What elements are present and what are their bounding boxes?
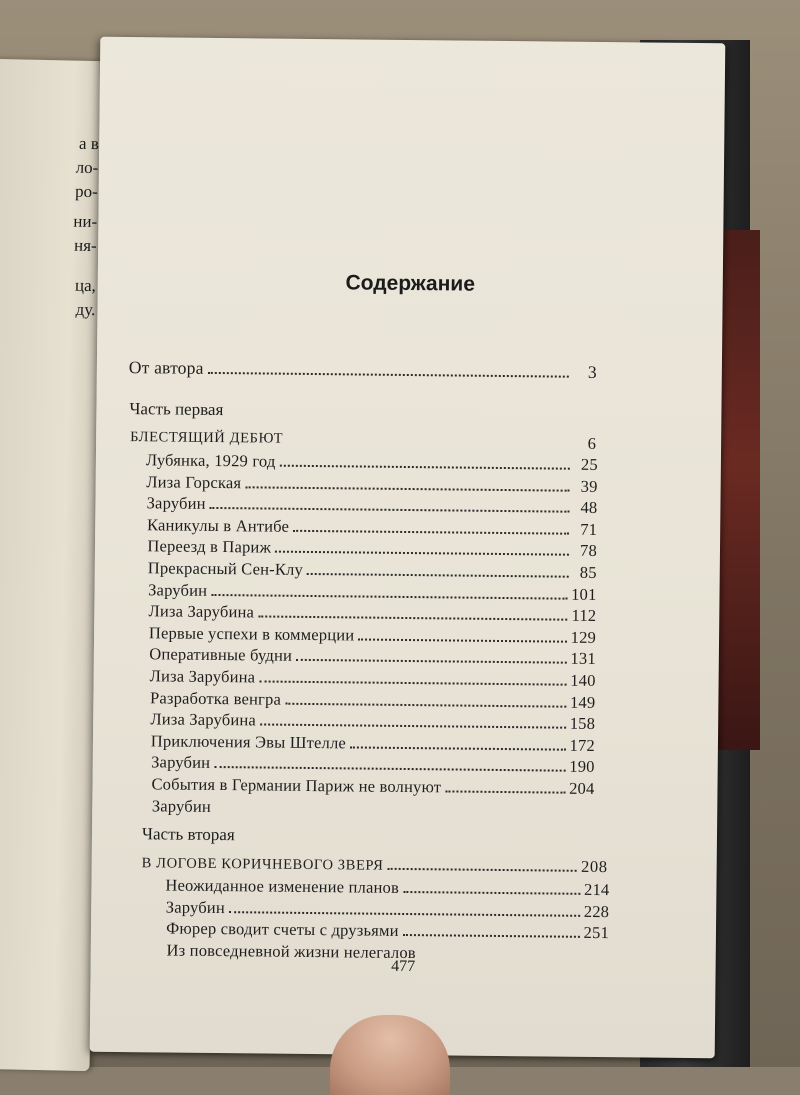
toc-entry-label: Оперативные будни (149, 644, 293, 666)
section-title-entry (142, 852, 608, 877)
toc-entry-page: 6 (587, 433, 597, 453)
toc-entry (166, 897, 610, 922)
toc-entry-label: Переезд в Париж (147, 536, 272, 557)
left-page-text: ло- (75, 157, 99, 178)
toc-entry (146, 472, 598, 497)
toc-entry-label: Фюрер сводит счеты с друзьями (166, 918, 399, 940)
toc-entry-label: Приключения Эвы Штелле (150, 731, 347, 753)
section-title: БЛЕСТЯЩИЙ ДЕБЮТ (130, 429, 284, 447)
leader-dots (296, 659, 566, 664)
leader-dots (259, 680, 566, 685)
toc-entry-label: Разработка венгра (149, 687, 282, 709)
toc-entry-page: 48 (580, 497, 598, 518)
toc-entry-label: Лиза Зарубина (150, 709, 257, 730)
part-heading: Часть вторая (141, 824, 235, 845)
toc-entry (148, 580, 597, 605)
leader-dots (358, 638, 566, 642)
left-page-text: ду. (75, 299, 96, 320)
toc-entry-label: Из повседневной жизни нелегалов (166, 939, 416, 962)
toc-entry-author (129, 357, 597, 383)
toc-entry-page: 129 (570, 627, 597, 647)
toc-entry (165, 875, 609, 900)
toc-entry-label: Зарубин (148, 579, 208, 600)
toc-entry-label: Лиза Горская (146, 471, 242, 492)
toc-entry-page: 39 (580, 476, 598, 496)
leader-dots (275, 551, 569, 556)
toc-entry (147, 537, 597, 562)
toc-entry-label: Лиза Зарубина (148, 601, 255, 622)
toc-entry-label: Неожиданное изменение планов (165, 875, 400, 897)
leader-dots (279, 465, 569, 470)
page-number: 477 (391, 957, 416, 976)
toc-entry-page: 71 (580, 519, 598, 539)
toc-entry-label: Зарубин (165, 896, 226, 917)
contents-page (90, 37, 726, 1058)
toc-entry-label: Первые успехи в коммерции (148, 623, 355, 645)
leader-dots (285, 702, 566, 707)
toc-entry (150, 688, 596, 713)
toc-entry (147, 493, 598, 518)
toc-entry (146, 450, 598, 475)
toc-entry-label: События в Германии Париж не волнуют (151, 774, 442, 797)
toc-entry-page: 251 (583, 922, 610, 943)
toc-entry-page: 208 (581, 856, 608, 877)
leader-dots (307, 573, 569, 578)
toc-entry-label: Зарубин (151, 795, 212, 816)
toc-entry-page: 228 (583, 901, 610, 921)
toc-entry-label: Лубянка, 1929 год (145, 450, 276, 471)
left-page-text: ца, (74, 275, 97, 296)
leader-dots (403, 934, 580, 938)
leader-dots (208, 372, 569, 378)
section-page-entry (496, 433, 596, 454)
toc-entry-page: 112 (571, 605, 597, 626)
leader-dots (403, 891, 580, 895)
leader-dots (211, 594, 567, 600)
leader-dots (350, 746, 566, 750)
toc-entry-page: 158 (569, 713, 596, 734)
leader-dots (214, 766, 565, 772)
toc-entry-page: 85 (579, 562, 597, 582)
toc-entry (150, 710, 595, 735)
part-heading: Часть первая (129, 399, 224, 420)
toc-entry-page: 204 (569, 778, 595, 798)
toc-entry (149, 623, 596, 648)
toc-entry-page: 25 (580, 454, 598, 474)
leader-dots (293, 530, 569, 535)
toc-entry (166, 918, 609, 943)
toc-entry-label: Зарубин (146, 493, 206, 514)
toc-entry-page: 78 (579, 541, 598, 561)
toc-entry (151, 774, 594, 799)
toc-entry-page: 149 (569, 692, 596, 712)
toc-entry-page: 190 (569, 757, 595, 777)
left-page-text: ро- (74, 181, 99, 202)
toc-entry (151, 731, 595, 756)
page-title: Содержание (345, 271, 476, 296)
leader-dots (229, 911, 580, 917)
toc-entry (147, 515, 597, 540)
toc-entry-page: 101 (571, 584, 597, 604)
left-page-text: ня- (73, 235, 97, 256)
toc-entry-page: 131 (570, 649, 596, 669)
toc-entry-page: 3 (587, 361, 597, 382)
toc-entry (148, 601, 596, 626)
toc-entry (152, 796, 595, 821)
toc-entry-label: От автора (128, 357, 204, 378)
toc-entry-label: Лиза Зарубина (149, 666, 256, 687)
toc-entry-label: Прекрасный Сен-Клу (147, 558, 304, 579)
toc-entry (150, 666, 596, 691)
toc-entry (148, 558, 597, 583)
leader-dots (387, 868, 577, 872)
leader-dots (245, 486, 569, 491)
leader-dots (260, 724, 566, 729)
toc-entry (151, 753, 595, 778)
toc-entry-page: 172 (569, 735, 596, 755)
leader-dots (210, 507, 570, 513)
toc-entry-label: Каникулы в Антибе (146, 515, 290, 536)
toc-entry-page: 214 (583, 879, 610, 900)
toc-entry (149, 645, 596, 670)
left-page-text: ни- (73, 211, 98, 232)
leader-dots (258, 616, 567, 621)
leader-dots (445, 790, 565, 793)
toc-entry-label: Зарубин (151, 752, 211, 773)
left-page-text: а в (78, 133, 100, 154)
toc-entry-page: 140 (570, 670, 596, 690)
section-title: В ЛОГОВЕ КОРИЧНЕВОГО ЗВЕРЯ (141, 855, 384, 874)
